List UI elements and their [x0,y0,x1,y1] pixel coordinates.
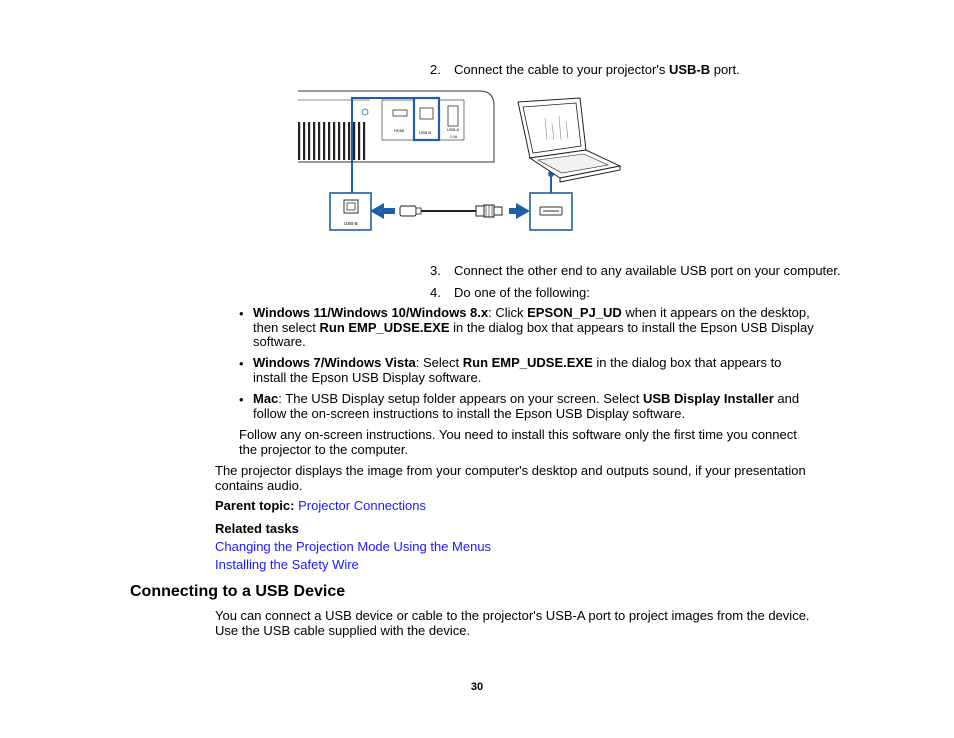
bullet-bold: USB Display Installer [642,391,774,406]
bullet-text: software. [253,334,306,349]
page-number: 30 [470,681,484,693]
step-bold: USB-B [668,62,711,77]
bullet-text: : Click [488,305,528,320]
bullet-bold: Run EMP_UDSE.EXE [319,319,450,335]
follow-line-2: the projector to the computer. [239,442,409,457]
bullet-text: then select [253,319,320,335]
bullet-bold: Run EMP_UDSE.EXE [462,355,593,370]
usb-a-sub: 2.0A [450,135,458,139]
related-tasks-heading: Related tasks [215,521,299,536]
projector-note [215,463,806,493]
bullet-text: install the Epson USB Display software. [253,369,482,385]
bullet-mark: • [239,392,244,407]
step-number: 3. [430,263,441,278]
bullet-text: when it appears on the desktop, [621,305,810,320]
usb-cable [400,205,502,217]
section-body [215,608,810,638]
usb-b-label: USB B [419,130,432,135]
section-heading: Connecting to a USB Device [130,583,346,600]
bullet-mark: • [239,356,244,371]
related-tasks [215,520,491,574]
step-text: Connect the cable to your projector's [454,62,669,77]
step-text: Connect the other end to any available USB port on your computer. [454,263,841,278]
usb-a-label: USB-A [447,127,460,132]
note-line-2: contains audio. [215,478,303,493]
follow-instructions [239,427,797,457]
parent-topic [215,498,426,513]
related-link-projection-mode[interactable]: Changing the Projection Mode Using the Menus [215,539,492,554]
step-text-end: port. [710,62,740,77]
note-line-1: The projector displays the image from your computer's desktop and outputs sound, if your presentation [215,463,806,478]
bullet-text: : The USB Display setup folder appears on your screen. Select [278,391,643,406]
section-line-2: Use the USB cable supplied with the device. [215,623,471,638]
bullet-bold: Mac [253,391,279,406]
step-text: Do one of the following: [454,285,590,300]
section-line-1: You can connect a USB device or cable to the projector's USB-A port to project images from the device. [215,608,810,623]
arrow-right [509,203,530,219]
step-number: 4. [430,285,441,300]
hdmi-label: HDMI [394,128,405,133]
bullet-text: : Select [415,355,463,370]
bullet-text: in the dialog box that appears to install the Epson USB Display [449,319,814,335]
usb-b-callout-label: USB-B [344,221,358,226]
step-number: 2. [430,62,441,77]
usb-connection-diagram [290,88,630,236]
parent-topic-label: Parent topic: [215,498,295,513]
related-link-safety-wire[interactable]: Installing the Safety Wire [215,557,359,572]
bullet-text: follow the on-screen instructions to install the Epson USB Display software. [253,405,686,421]
arrow-left [370,203,395,219]
usb-b-port [420,108,433,119]
hdmi-port [393,110,407,116]
bullet-bold: Windows 7/Windows Vista [253,355,416,370]
bullet-text: and [773,391,800,406]
follow-line-1: Follow any on-screen instructions. You need to install this software only the first time you connect [239,427,797,442]
bullet-mark: • [239,306,244,321]
bullet-text: in the dialog box that appears to [592,355,782,370]
parent-topic-link[interactable]: Projector Connections [298,498,426,513]
laptop-icon [518,98,620,182]
bullet-bold: Windows 11/Windows 10/Windows 8.x [253,305,489,320]
usb-a-port [448,106,458,126]
bullet-bold: EPSON_PJ_UD [527,305,622,320]
